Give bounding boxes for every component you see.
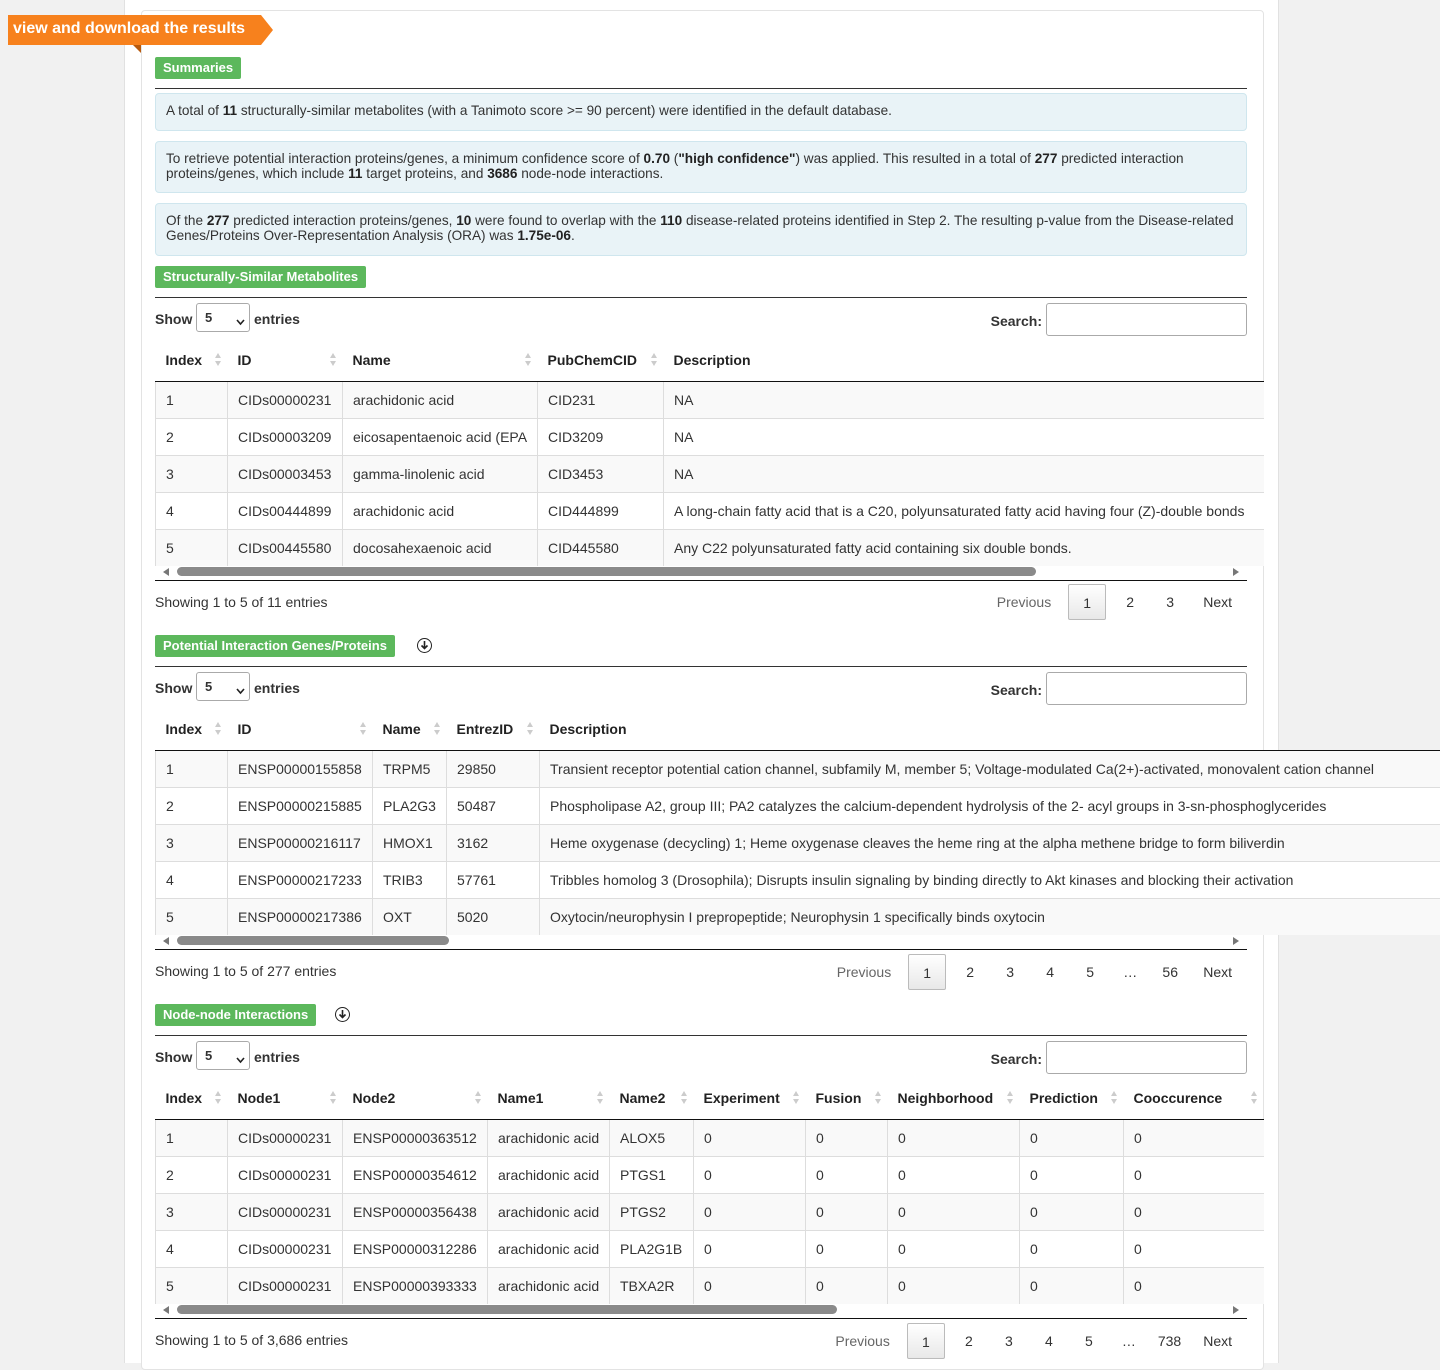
table-cell: CIDs00445580 (228, 529, 343, 566)
table-cell: ENSP00000354612 (343, 1156, 488, 1193)
table-cell: ENSP00000393333 (343, 1267, 488, 1304)
table-cell: 0 (1124, 1230, 1264, 1267)
summaries-label: Summaries (155, 57, 241, 79)
table-cell: 5 (156, 1267, 228, 1304)
genes-table (155, 709, 1440, 935)
sort-icon (525, 353, 532, 367)
sort-icon (215, 353, 222, 367)
summary-metabolites: A total of 11 structurally-similar metabolites (with a Tanimoto score >= 90 percent) were identified in the default database. (155, 93, 1247, 131)
scroll-right-icon[interactable] (1233, 568, 1239, 576)
previous-page-button[interactable]: Previous (835, 1333, 890, 1349)
metabolites-info: Showing 1 to 5 of 11 entries (155, 594, 328, 610)
metabolites-table (155, 340, 1264, 566)
chevron-down-icon (236, 1051, 245, 1066)
interactions-table-bottom-rule (155, 1318, 1247, 1319)
column-header[interactable]: Experiment (694, 1078, 806, 1119)
table-row (156, 418, 1264, 455)
table-cell: arachidonic acid (488, 1119, 610, 1156)
table-row (156, 824, 1440, 861)
pagination-ellipsis: … (1123, 964, 1138, 980)
table-cell: CIDs00000231 (228, 1156, 343, 1193)
table-cell: arachidonic acid (488, 1156, 610, 1193)
table-cell: ENSP00000216117 (228, 824, 373, 861)
page-button-4[interactable]: 4 (1044, 1333, 1053, 1349)
table-cell: PLA2G3 (373, 787, 447, 824)
interactions-label: Node-node Interactions (155, 1004, 316, 1026)
column-header[interactable]: Description (664, 340, 1264, 381)
scroll-left-icon[interactable] (163, 937, 169, 945)
table-cell: Oxytocin/neurophysin I prepropeptide; Neurophysin 1 specifically binds oxytocin (540, 898, 1440, 935)
page-button-1[interactable]: 1 (908, 954, 946, 990)
sort-icon (475, 1091, 482, 1105)
metabolites-search-input[interactable] (1046, 303, 1247, 336)
table-row (156, 1193, 1264, 1230)
table-row (156, 529, 1264, 566)
interactions-header (155, 1004, 1247, 1036)
table-cell: CID231 (538, 381, 664, 418)
summary-ora: Of the 277 predicted interaction proteins/genes, 10 were found to overlap with the 110 disease-related proteins identified in Step 2. The resulting p-value from the Disease-related Genes/Proteins Over-Representation Analysis (ORA) was 1.75e-06. (155, 203, 1247, 256)
metabolites-header (155, 266, 1247, 298)
sort-icon (527, 722, 534, 736)
genes-page-size-select[interactable]: 5 (196, 672, 250, 701)
column-header[interactable]: Cooccurence (1124, 1078, 1264, 1119)
table-row (156, 1267, 1264, 1304)
genes-pagination (828, 954, 1247, 990)
table-cell: 0 (1020, 1119, 1124, 1156)
table-cell: 0 (806, 1193, 888, 1230)
chevron-down-icon (236, 313, 245, 328)
table-cell: 3162 (447, 824, 540, 861)
table-cell: 5 (156, 529, 228, 566)
scroll-left-icon[interactable] (163, 568, 169, 576)
table-cell: CIDs00000231 (228, 381, 343, 418)
table-cell: NA (664, 418, 1264, 455)
sort-icon (330, 1091, 337, 1105)
table-cell: ENSP00000217386 (228, 898, 373, 935)
table-cell: ENSP00000356438 (343, 1193, 488, 1230)
column-header[interactable]: Index (156, 709, 228, 750)
summary-confidence: To retrieve potential interaction proteins/genes, a minimum confidence score of 0.70 ("high confidence") was applied. This resulted in a total of 277 predicted interaction proteins/genes, which include 11 target proteins, and 3686 node-node interactions. (155, 141, 1247, 193)
column-header[interactable]: Neighborhood (888, 1078, 1020, 1119)
sort-icon (1251, 1091, 1258, 1105)
table-cell: arachidonic acid (488, 1230, 610, 1267)
table-cell: 50487 (447, 787, 540, 824)
chevron-down-icon (236, 682, 245, 697)
metabolites-label: Structurally-Similar Metabolites (155, 266, 366, 288)
table-cell: CID3453 (538, 455, 664, 492)
table-cell: 3 (156, 1193, 228, 1230)
sort-icon (1111, 1091, 1118, 1105)
table-cell: TBXA2R (610, 1267, 694, 1304)
page-button-1[interactable]: 1 (1068, 584, 1106, 620)
table-cell: 0 (888, 1156, 1020, 1193)
scrollbar-thumb[interactable] (177, 1305, 837, 1314)
metabolites-table-bottom-rule (155, 580, 1247, 581)
genes-table-bottom-rule (155, 949, 1247, 950)
table-cell: 0 (694, 1267, 806, 1304)
table-cell: TRPM5 (373, 750, 447, 787)
results-ribbon-title: view and download the results (8, 15, 261, 45)
page-button-56[interactable]: 56 (1162, 964, 1178, 980)
genes-hscrollbar[interactable] (155, 935, 1247, 948)
table-cell: arachidonic acid (488, 1193, 610, 1230)
table-cell: CID445580 (538, 529, 664, 566)
sort-icon (360, 722, 367, 736)
genes-header (155, 635, 1247, 667)
column-header[interactable]: Description (540, 709, 1440, 750)
next-page-button[interactable]: Next (1203, 1333, 1232, 1349)
table-cell: 5 (156, 898, 228, 935)
previous-page-button[interactable]: Previous (836, 964, 892, 980)
table-cell: 0 (1020, 1156, 1124, 1193)
previous-page-button[interactable]: Previous (996, 594, 1052, 610)
table-row (156, 861, 1440, 898)
table-row (156, 381, 1264, 418)
table-cell: 0 (1020, 1267, 1124, 1304)
table-cell: 0 (806, 1267, 888, 1304)
table-cell: OXT (373, 898, 447, 935)
table-cell: 0 (888, 1193, 1020, 1230)
table-cell: CIDs00003209 (228, 418, 343, 455)
table-cell: 0 (806, 1156, 888, 1193)
table-cell: 1 (156, 381, 228, 418)
table-cell: Tribbles homolog 3 (Drosophila); Disrupts insulin signaling by binding directly to Akt kinases and blocking their activation (540, 861, 1440, 898)
page-button-3[interactable]: 3 (1006, 964, 1015, 980)
table-cell: CID3209 (538, 418, 664, 455)
table-cell: 29850 (447, 750, 540, 787)
scroll-right-icon[interactable] (1233, 1306, 1239, 1314)
table-row (156, 750, 1440, 787)
table-cell: Heme oxygenase (decycling) 1; Heme oxygenase cleaves the heme ring at the alpha methene bridge to form biliverdin (540, 824, 1440, 861)
table-cell: ENSP00000217233 (228, 861, 373, 898)
table-cell: ENSP00000215885 (228, 787, 373, 824)
next-page-button[interactable]: Next (1203, 594, 1232, 610)
table-cell: 3 (156, 824, 228, 861)
table-cell: 1 (156, 750, 228, 787)
table-cell: arachidonic acid (343, 381, 538, 418)
genes-controls: Show 5 entries Search: (155, 672, 1247, 706)
table-cell: 5020 (447, 898, 540, 935)
table-cell: arachidonic acid (488, 1267, 610, 1304)
column-header[interactable]: Index (156, 340, 228, 381)
column-header[interactable]: Name2 (610, 1078, 694, 1119)
sort-icon (597, 1091, 604, 1105)
column-header[interactable]: Name1 (488, 1078, 610, 1119)
table-cell: eicosapentaenoic acid (EPA (343, 418, 538, 455)
column-header[interactable]: ID (228, 340, 343, 381)
scroll-left-icon[interactable] (163, 1306, 169, 1314)
genes-table-wrap (155, 709, 1374, 935)
interactions-search-input[interactable] (1046, 1041, 1247, 1074)
table-cell: Transient receptor potential cation channel, subfamily M, member 5; Voltage-modulated Ca(2+)-activated, monovalent cation channel (540, 750, 1440, 787)
table-cell: 2 (156, 1156, 228, 1193)
table-cell: CID444899 (538, 492, 664, 529)
page-button-4[interactable]: 4 (1046, 964, 1055, 980)
table-row (156, 787, 1440, 824)
sort-icon (215, 1091, 222, 1105)
interactions-pagination (826, 1323, 1247, 1359)
scrollbar-thumb[interactable] (177, 936, 449, 945)
table-cell: CIDs00000231 (228, 1193, 343, 1230)
table-cell: 2 (156, 418, 228, 455)
table-cell: 4 (156, 861, 228, 898)
table-cell: PTGS1 (610, 1156, 694, 1193)
sort-icon (651, 353, 658, 367)
metabolites-table-wrap (155, 340, 1247, 566)
genes-search-input[interactable] (1046, 672, 1247, 705)
table-row (156, 1119, 1264, 1156)
table-cell: 2 (156, 787, 228, 824)
table-cell: 4 (156, 492, 228, 529)
table-cell: NA (664, 455, 1264, 492)
column-header[interactable]: Node2 (343, 1078, 488, 1119)
table-cell: 0 (1124, 1267, 1264, 1304)
table-cell: ENSP00000363512 (343, 1119, 488, 1156)
table-cell: 0 (888, 1230, 1020, 1267)
genes-info: Showing 1 to 5 of 277 entries (155, 963, 337, 979)
table-row (156, 455, 1264, 492)
table-cell: A long-chain fatty acid that is a C20, polyunsaturated fatty acid having four (Z)-double bonds (664, 492, 1264, 529)
page-button-2[interactable]: 2 (966, 964, 975, 980)
metabolites-hscrollbar[interactable] (155, 566, 1247, 579)
column-header[interactable]: Name (373, 709, 447, 750)
table-cell: Any C22 polyunsaturated fatty acid containing six double bonds. (664, 529, 1264, 566)
table-row (156, 492, 1264, 529)
download-icon[interactable] (335, 1007, 350, 1022)
table-row (156, 898, 1440, 935)
scroll-right-icon[interactable] (1233, 937, 1239, 945)
table-cell: 0 (888, 1119, 1020, 1156)
table-row (156, 1156, 1264, 1193)
metabolites-pagination (988, 584, 1247, 620)
download-icon[interactable] (417, 638, 432, 653)
table-cell: CIDs00000231 (228, 1119, 343, 1156)
table-cell: HMOX1 (373, 824, 447, 861)
table-cell: TRIB3 (373, 861, 447, 898)
table-cell: ENSP00000312286 (343, 1230, 488, 1267)
table-cell: 0 (806, 1119, 888, 1156)
page-button-3[interactable]: 3 (1004, 1333, 1013, 1349)
genes-label: Potential Interaction Genes/Proteins (155, 635, 395, 657)
table-cell: 0 (1020, 1230, 1124, 1267)
table-cell: CIDs00000231 (228, 1267, 343, 1304)
sort-icon (434, 722, 441, 736)
sort-icon (793, 1091, 800, 1105)
page-button-738[interactable]: 738 (1157, 1333, 1182, 1349)
table-cell: 0 (694, 1156, 806, 1193)
sort-icon (875, 1091, 882, 1105)
sort-icon (681, 1091, 688, 1105)
column-header[interactable]: Name (343, 340, 538, 381)
table-cell: NA (664, 381, 1264, 418)
sort-icon (215, 722, 222, 736)
table-cell: ENSP00000155858 (228, 750, 373, 787)
table-cell: CIDs00444899 (228, 492, 343, 529)
scrollbar-thumb[interactable] (177, 567, 1036, 576)
pagination-ellipsis: … (1121, 1333, 1136, 1349)
interactions-controls: Show 5 entries Search: (155, 1041, 1247, 1075)
interactions-table-wrap (155, 1078, 1247, 1304)
column-header[interactable]: Node1 (228, 1078, 343, 1119)
table-cell: 0 (1020, 1193, 1124, 1230)
ribbon-fold (133, 45, 141, 53)
column-header[interactable]: Prediction (1020, 1078, 1124, 1119)
table-cell: CIDs00003453 (228, 455, 343, 492)
metabolites-controls: Show 5 entries Search: (155, 303, 1247, 337)
table-cell: 57761 (447, 861, 540, 898)
table-row (156, 1230, 1264, 1267)
column-header[interactable]: ID (228, 709, 373, 750)
page-button-2[interactable]: 2 (1126, 594, 1135, 610)
table-cell: 0 (806, 1230, 888, 1267)
page-button-5[interactable]: 5 (1084, 1333, 1093, 1349)
interactions-page-size-select[interactable]: 5 (196, 1041, 250, 1070)
table-cell: 0 (1124, 1119, 1264, 1156)
column-header[interactable]: EntrezID (447, 709, 540, 750)
table-cell: gamma-linolenic acid (343, 455, 538, 492)
table-cell: ALOX5 (610, 1119, 694, 1156)
next-page-button[interactable]: Next (1203, 964, 1232, 980)
table-cell: PTGS2 (610, 1193, 694, 1230)
table-cell: 0 (1124, 1156, 1264, 1193)
table-cell: 3 (156, 455, 228, 492)
table-cell: 0 (888, 1267, 1020, 1304)
table-cell: 0 (1124, 1193, 1264, 1230)
column-header[interactable]: Fusion (806, 1078, 888, 1119)
table-cell: 0 (694, 1230, 806, 1267)
sort-icon (330, 353, 337, 367)
column-header[interactable]: PubChemCID (538, 340, 664, 381)
table-cell: 0 (694, 1119, 806, 1156)
table-cell: docosahexaenoic acid (343, 529, 538, 566)
page-button-3[interactable]: 3 (1166, 594, 1175, 610)
page-button-5[interactable]: 5 (1086, 964, 1095, 980)
column-header[interactable]: Index (156, 1078, 228, 1119)
table-cell: arachidonic acid (343, 492, 538, 529)
metabolites-page-size-select[interactable]: 5 (196, 303, 250, 332)
page-button-2[interactable]: 2 (964, 1333, 973, 1349)
interactions-hscrollbar[interactable] (155, 1304, 1247, 1317)
summaries-header (155, 57, 1247, 89)
table-cell: 0 (694, 1193, 806, 1230)
interactions-info: Showing 1 to 5 of 3,686 entries (155, 1332, 349, 1348)
table-cell: Phospholipase A2, group III; PA2 catalyzes the calcium-dependent hydrolysis of the 2- acyl groups in 3-sn-phosphoglycerides (540, 787, 1440, 824)
sort-icon (1007, 1091, 1014, 1105)
table-cell: CIDs00000231 (228, 1230, 343, 1267)
table-cell: PLA2G1B (610, 1230, 694, 1267)
interactions-table (155, 1078, 1264, 1304)
table-cell: 4 (156, 1230, 228, 1267)
table-cell: 1 (156, 1119, 228, 1156)
page-button-1[interactable]: 1 (907, 1323, 945, 1359)
